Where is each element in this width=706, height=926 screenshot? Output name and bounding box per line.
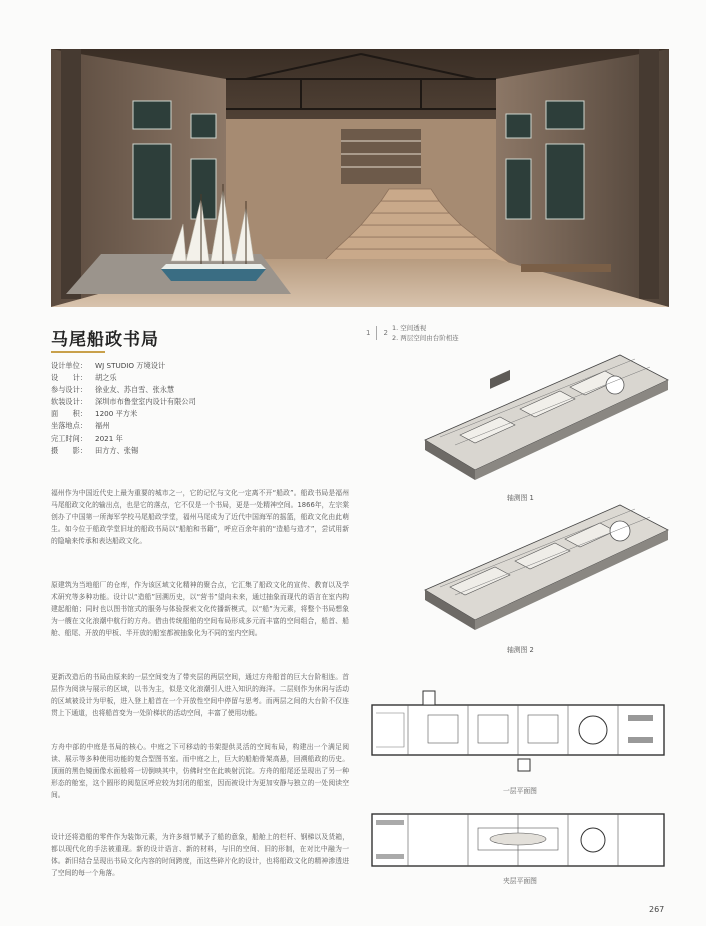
credit-row bbox=[51, 408, 196, 420]
body-paragraph: 设计还将造船的零件作为装饰元素，为许多细节赋予了船的意象，船舱上的栏杆、钢梯以及货箱，都以现代化的手法被重现。新的设计语言、新的材料，与旧的空间、旧的形制，在对比中融为一体。新旧结合呈现出书局文化内容的时间跨度，而这些碎片化的设计，也将船政文化的精神渗透进了空间的每一个角落。 bbox=[51, 833, 349, 878]
credit-key: 软装设计： bbox=[51, 397, 87, 407]
article-title: 马尾船政书局 bbox=[51, 330, 159, 350]
credit-value: 2021 年 bbox=[95, 433, 123, 443]
credit-key: 参与设计： bbox=[51, 385, 87, 395]
ground-floor-plan bbox=[368, 685, 668, 775]
axonometric-2-label: 轴测图 2 bbox=[507, 646, 534, 654]
credit-row bbox=[51, 360, 196, 372]
mezzanine-floor-plan-label: 夹层平面图 bbox=[503, 877, 537, 885]
figure-index bbox=[366, 326, 388, 340]
credit-value: 田方方、张锡 bbox=[95, 445, 139, 455]
ground-floor-plan-label: 一层平面图 bbox=[503, 787, 537, 795]
page-number: 267 bbox=[649, 905, 665, 914]
credit-row bbox=[51, 384, 196, 396]
body-paragraph: 原建筑为当地船厂的仓库，作为该区域文化精神的聚合点，它汇集了船政文化的宣传、教育以及学术研究等多种功能。设计以“造船”回溯历史，以“营书”望向未来，通过抽象而现代的语言在室内构建起船舶；同时也以图书馆式的服务与体验探索文化传播新模式，以“船”为元素，将整个书局想象为一艘在文化浪潮中航行的方舟。借由传统船舶的空间布局形成多元而丰富的空间组合，船首、船舱、船尾、开放的甲板、半开放的船室都被抽象化为不同的室内空间。 bbox=[51, 581, 349, 638]
mezzanine-floor-plan bbox=[368, 806, 668, 871]
hero-photo bbox=[51, 49, 669, 307]
credit-key: 完工时间： bbox=[51, 433, 87, 443]
credit-row bbox=[51, 372, 196, 384]
figure-captions bbox=[392, 323, 459, 343]
credit-key: 坐落地点： bbox=[51, 421, 87, 431]
credit-value: 1200 平方米 bbox=[95, 409, 138, 419]
figure-caption: 2. 两层空间由台阶相连 bbox=[392, 334, 459, 342]
credit-row bbox=[51, 433, 196, 445]
axonometric-1-label: 轴测图 1 bbox=[507, 494, 534, 502]
credit-row bbox=[51, 396, 196, 408]
credit-value: 胡之乐 bbox=[95, 373, 117, 383]
body-paragraph: 更新改造后的书局由原来的一层空间变为了带夹层的两层空间，通过方舟船首的巨大台阶相连。首层作为阅读与展示的区域，以书为主，似是文化浪潮引人进入知识的海洋。二层则作为休闲与活动的区域被设计为甲板，进入登上船首在一个开放性空间中停留与思考。而两层之间的大台阶不仅连贯上下通道，也将船首变为一处阶梯状的活动空间，丰富了使用功能。 bbox=[51, 673, 349, 718]
axonometric-drawing-2 bbox=[420, 495, 670, 635]
body-paragraph: 方舟中部的中庭是书局的核心。中庭之下可移动的书架提供灵活的空间布局，构建出一个满足阅读、展示等多种使用功能的复合型图书室。而中庭之上，巨大的船舶骨架高悬，回溯船政的历史。顶面的黑色镜面像水面般将一切倒映其中，仿佛时空在此映射沉淀。方舟的船尾还呈现出了另一种形态的舱室，这个圆形的阅览区呼应较为封闭的船室，因而被设计为更加安静与独立的一处阅读空间。 bbox=[51, 743, 349, 800]
credit-key: 摄 影： bbox=[51, 445, 87, 455]
figure-caption: 1. 空间透视 bbox=[392, 324, 427, 332]
title-underline bbox=[51, 351, 105, 353]
credit-value: 福州 bbox=[95, 421, 110, 431]
credit-row bbox=[51, 445, 196, 457]
credit-value: 深圳市布鲁堂室内设计有限公司 bbox=[95, 397, 196, 407]
credit-key: 设 计： bbox=[51, 373, 87, 383]
project-credits bbox=[51, 360, 196, 457]
figure-index-divider bbox=[376, 326, 377, 340]
figure-index-1: 1 bbox=[366, 329, 371, 337]
figure-index-2: 2 bbox=[383, 329, 388, 337]
credit-key: 设计单位： bbox=[51, 361, 87, 370]
credit-key: 面 积： bbox=[51, 409, 87, 419]
axonometric-drawing-1 bbox=[420, 345, 670, 485]
credit-value: WJ STUDIO 万境设计 bbox=[95, 361, 166, 370]
body-paragraph: 福州作为中国近代史上最为重要的城市之一，它的记忆与文化一定离不开“船政”。船政书局是福州马尾船政文化的输出点，也是它的落点，它不仅是一个书局，更是一处精神空间。1866年，左宗棠创办了中国第一所海军学校马尾船政学堂，福州马尾成为了近代中国海军的摇篮，船政文化由此萌生。如今位于船政学堂旧址的船政书局以“船舶和书籍”，呼应百余年前的“造船与造才”，尝试用新的隐喻来传承和表达船政文化。 bbox=[51, 489, 349, 546]
credit-row bbox=[51, 420, 196, 432]
credit-value: 徐业友、苏自雪、张永慧 bbox=[95, 385, 175, 395]
